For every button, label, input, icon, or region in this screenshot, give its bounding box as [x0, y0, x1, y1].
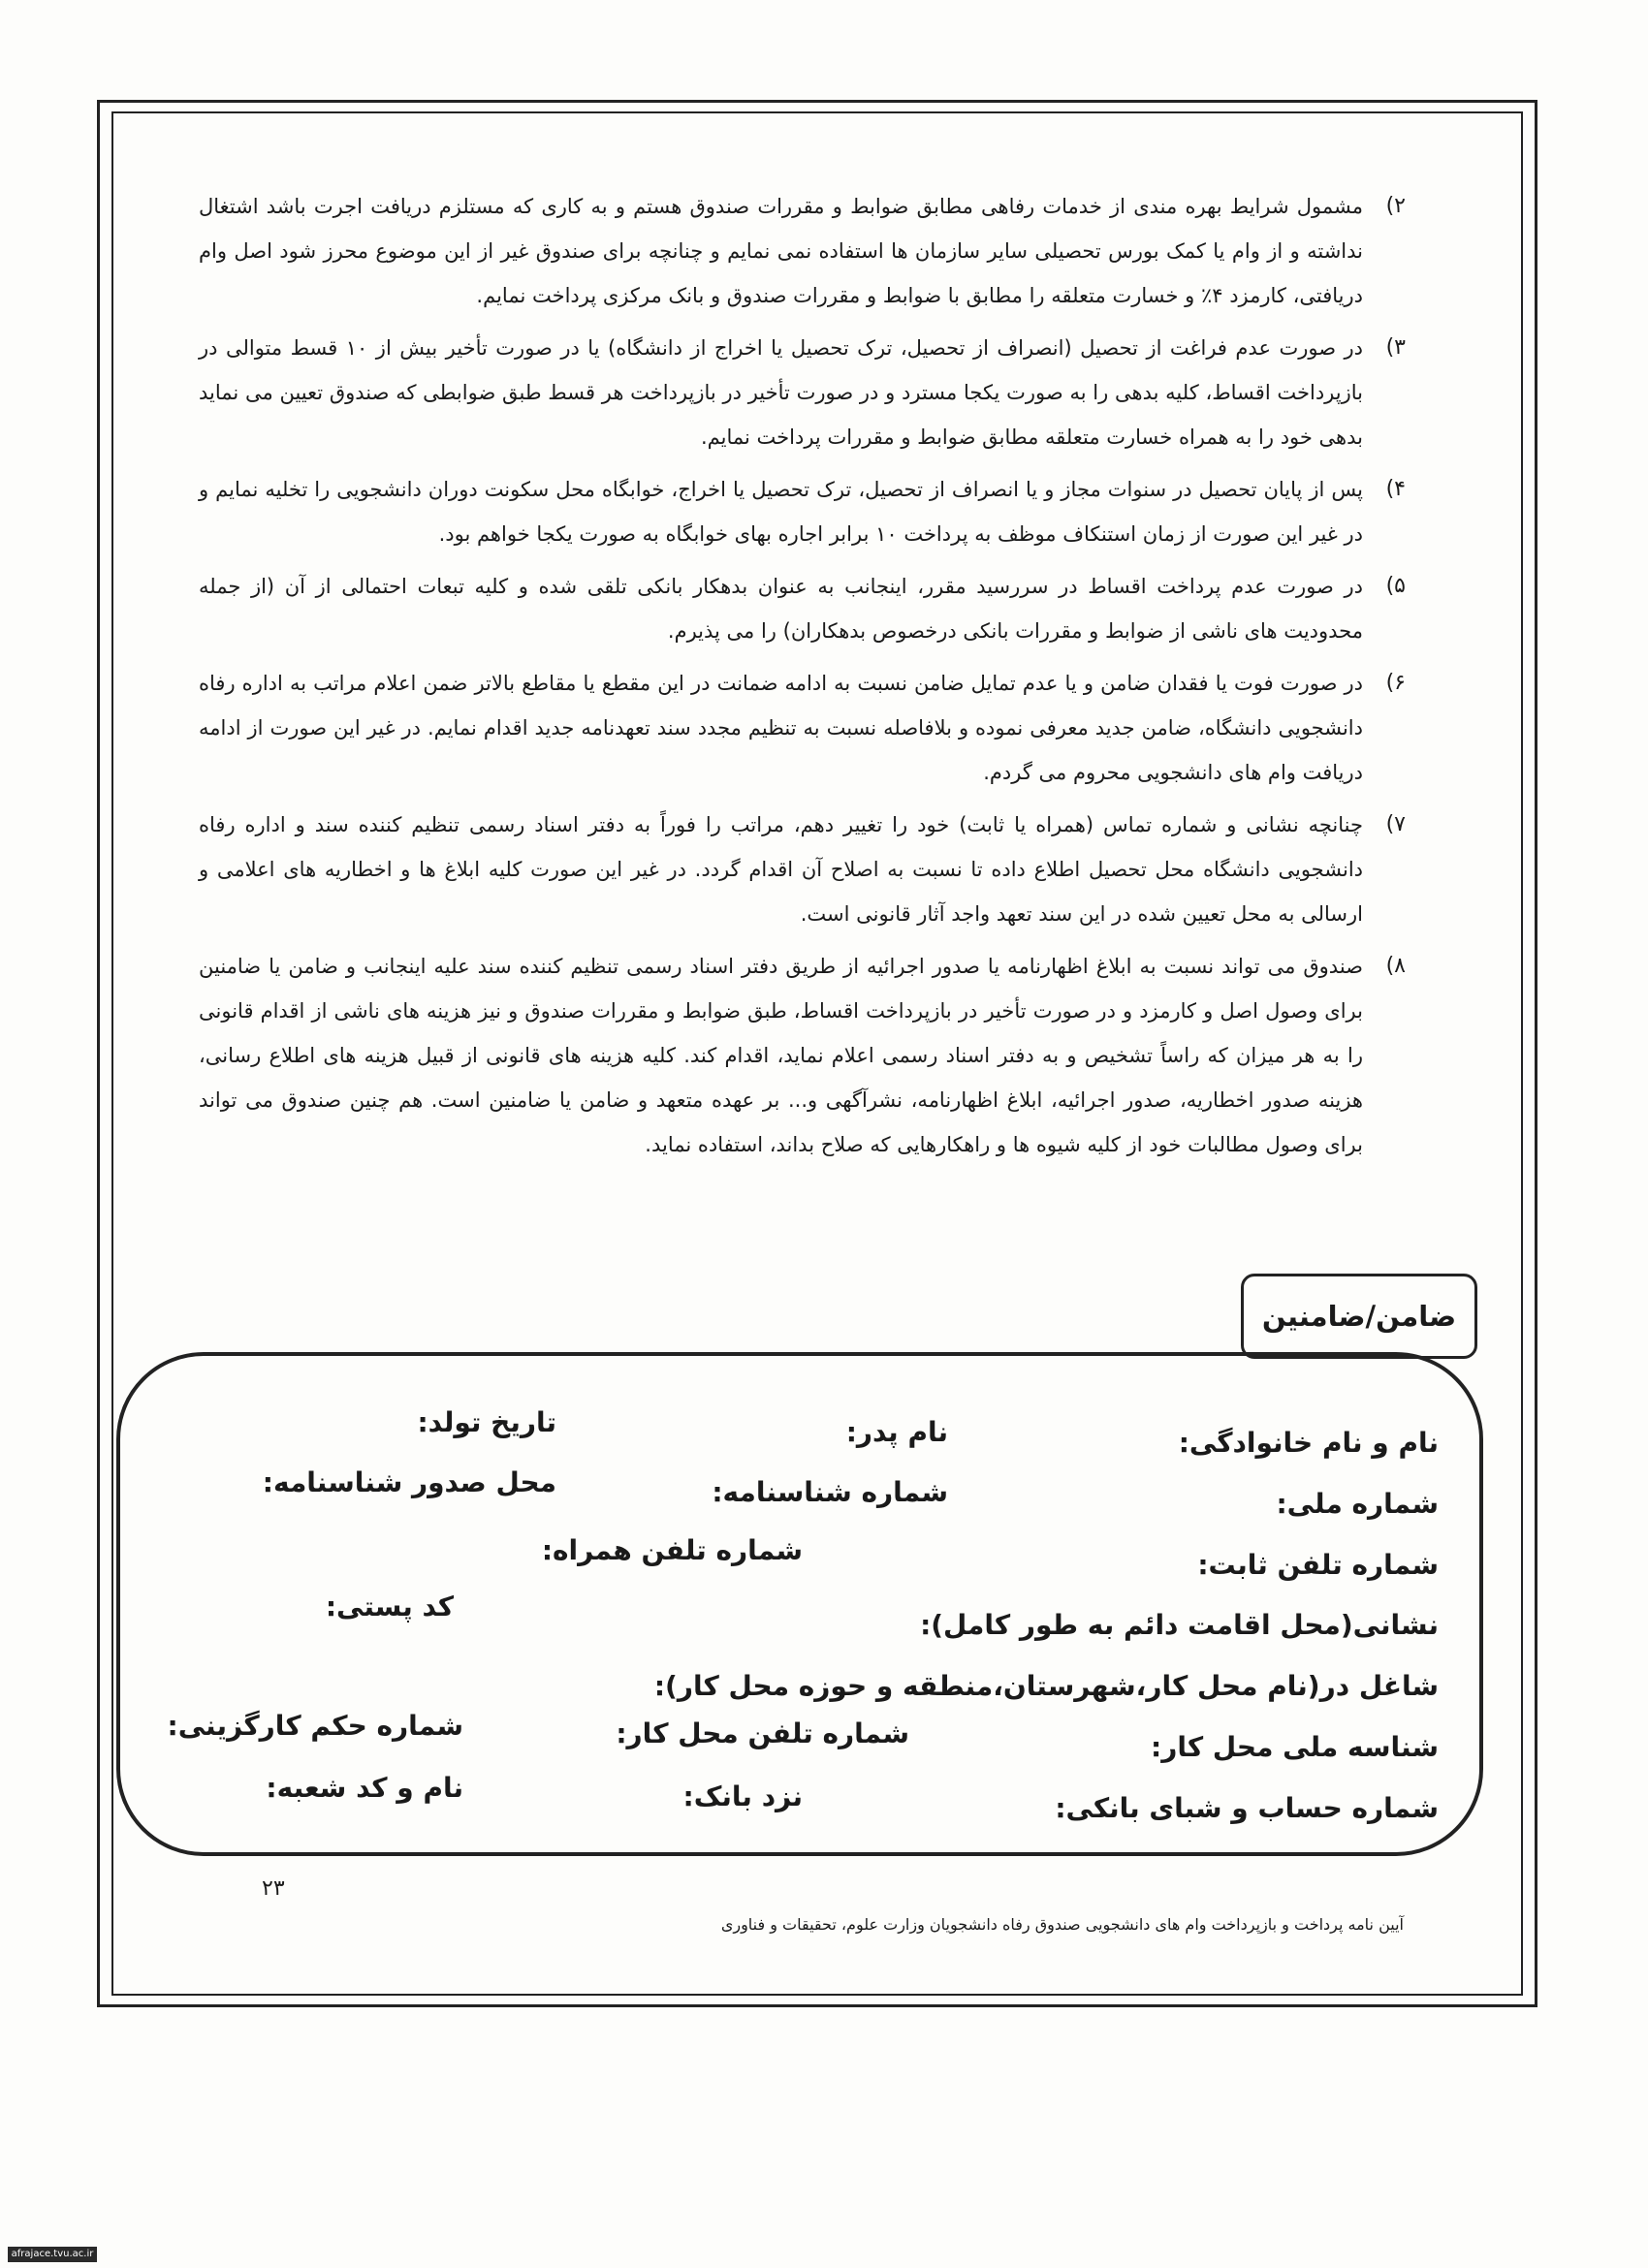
- field-birth-certificate-place: محل صدور شناسنامه:: [262, 1466, 556, 1498]
- clause-number: ۴): [1385, 477, 1406, 501]
- field-postal-code: کد پستی:: [325, 1591, 454, 1622]
- field-birth-date: تاریخ تولد:: [417, 1406, 556, 1438]
- clause-text: پس از پایان تحصیل در سنوات مجاز و یا انصراف از تحصیل، ترک تحصیل یا اخراج، خوابگاه محل سکونت دوران دانشجویی را تخلیه نمایم و در غیر این صورت از زمان استنکاف موظف به پرداخت ۱۰ برابر اجاره بهای خوابگاه به صورت یکجا خواهم بود.: [199, 478, 1363, 546]
- footer-regulation-title: آیین نامه پرداخت و بازپرداخت وام های دانشجویی صندوق رفاه دانشجویان وزارت علوم، تحقیقات و فناوری: [720, 1915, 1404, 1934]
- field-branch-name-code: نام و کد شعبه:: [266, 1772, 463, 1804]
- clause-text: در صورت فوت یا فقدان ضامن و یا عدم تمایل ضامن نسبت به ادامه ضمانت در این مقطع یا مقاطع بالاتر ضمن اعلام مراتب به اداره رفاه دانشجویی دانشگاه، ضامن جدید معرفی نموده و بلافاصله نسبت به تنظیم مجدد سند تعهدنامه جدید اقدام نمایم. در غیر این صورت از ادامه دریافت وام های دانشجویی محروم می گردم.: [199, 672, 1363, 784]
- clause-number: ۶): [1385, 671, 1406, 695]
- clause-6: [199, 661, 1406, 795]
- page-number: ۲۳: [262, 1876, 285, 1901]
- guarantor-section-title-box: [1241, 1274, 1477, 1359]
- clause-4: [199, 467, 1406, 556]
- field-workplace-national-id: شناسه ملی محل کار:: [1151, 1731, 1439, 1763]
- clause-8: [199, 944, 1406, 1167]
- field-bank-name: نزد بانک:: [682, 1780, 803, 1812]
- clause-text: در صورت عدم فراغت از تحصیل (انصراف از تحصیل، ترک تحصیل یا اخراج از دانشگاه) یا در صورت تأخیر بیش از ۱۰ قسط متوالی در بازپرداخت اقساط، کلیه بدهی را به صورت یکجا مسترد و در صورت تأخیر در بازپرداخت هر قسط طبق ضوابطی که صندوق تعیین می نماید بدهی خود را به همراه خسارت متعلقه مطابق ضوابط و مقررات پرداخت نمایم.: [199, 336, 1363, 449]
- field-mobile-phone: شماره تلفن همراه:: [541, 1534, 803, 1566]
- field-birth-certificate-number: شماره شناسنامه:: [712, 1476, 948, 1508]
- clause-number: ۷): [1385, 812, 1406, 836]
- field-employment-order-number: شماره حکم کارگزینی:: [167, 1710, 463, 1742]
- clause-number: ۳): [1385, 335, 1406, 360]
- clause-3: [199, 326, 1406, 459]
- field-landline-phone: شماره تلفن ثابت:: [1197, 1549, 1439, 1581]
- clause-number: ۲): [1385, 194, 1406, 218]
- field-workplace: شاغل در(نام محل کار،شهرستان،منطقه و حوزه محل کار):: [653, 1670, 1439, 1702]
- commitment-clauses: [199, 184, 1406, 1175]
- field-father-name: نام پدر:: [845, 1416, 948, 1448]
- clause-text: در صورت عدم پرداخت اقساط در سررسید مقرر، اینجانب به عنوان بدهکار بانکی تلقی شده و کلیه تبعات احتمالی از آن (از جمله محدودیت های ناشی از ضوابط و مقررات بانکی درخصوص بدهکاران) را می پذیرم.: [199, 575, 1363, 643]
- clause-text: مشمول شرایط بهره مندی از خدمات رفاهی مطابق ضوابط و مقررات صندوق هستم و به کاری که مستلزم دریافت اجرت باشد اشتغال نداشته و از وام یا کمک بورس تحصیلی سایر سازمان ها استفاده نمی نمایم و چنانچه برای صندوق غیر از این موضوع محرز شود اصل وام دریافتی، کارمزد ۴٪ و خسارت متعلقه را مطابق با ضوابط و مقررات صندوق و بانک مرکزی پرداخت نمایم.: [199, 195, 1363, 307]
- clause-2: [199, 184, 1406, 318]
- clause-text: صندوق می تواند نسبت به ابلاغ اظهارنامه یا صدور اجرائیه از طریق دفتر اسناد رسمی تنظیم کننده سند علیه اینجانب و ضامن یا ضامنین برای وصول اصل و کارمزد و در صورت تأخیر در بازپرداخت اقساط، طبق ضوابط و مقررات صندوق و نیز هزینه های ناشی از اقدام قانونی را به هر میزان که راساً تشخیص و به دفتر اسناد رسمی اعلام نماید، اقدام کند. کلیه هزینه های قانونی از قبیل هزینه های اطلاع رسانی، هزینه صدور اخطاریه، صدور اجرائیه، ابلاغ اظهارنامه، نشرآگهی و... بر عهده متعهد و ضامن یا ضامنین است. هم چنین صندوق می تواند برای وصول مطالبات خود از کلیه شیوه ها و راهکارهایی که صلاح بداند، استفاده نماید.: [199, 955, 1363, 1156]
- field-bank-account-sheba: شماره حساب و شبای بانکی:: [1055, 1792, 1439, 1824]
- field-workplace-phone: شماره تلفن محل کار:: [616, 1717, 909, 1749]
- clause-number: ۵): [1385, 574, 1406, 598]
- watermark-stamp: afrajace.tvu.ac.ir: [8, 2247, 97, 2262]
- field-national-id: شماره ملی:: [1276, 1488, 1439, 1520]
- field-address: نشانی(محل اقامت دائم به طور کامل):: [920, 1609, 1439, 1641]
- clause-5: [199, 564, 1406, 653]
- clause-number: ۸): [1385, 954, 1406, 978]
- clause-7: [199, 803, 1406, 936]
- guarantor-section-title: ضامن/ضامنین: [1261, 1300, 1457, 1333]
- field-full-name: نام و نام خانوادگی:: [1178, 1427, 1439, 1459]
- clause-text: چنانچه نشانی و شماره تماس (همراه یا ثابت) خود را تغییر دهم، مراتب را فوراً به دفتر اسناد رسمی تنظیم کننده سند و اداره رفاه دانشجویی دانشگاه محل تحصیل اطلاع داده تا نسبت به اصلاح آن اقدام گردد. در غیر این صورت کلیه ابلاغ ها و اخطاریه های اعلامی و ارسالی به محل تعیین شده در این سند تعهد واجد آثار قانونی است.: [199, 813, 1363, 926]
